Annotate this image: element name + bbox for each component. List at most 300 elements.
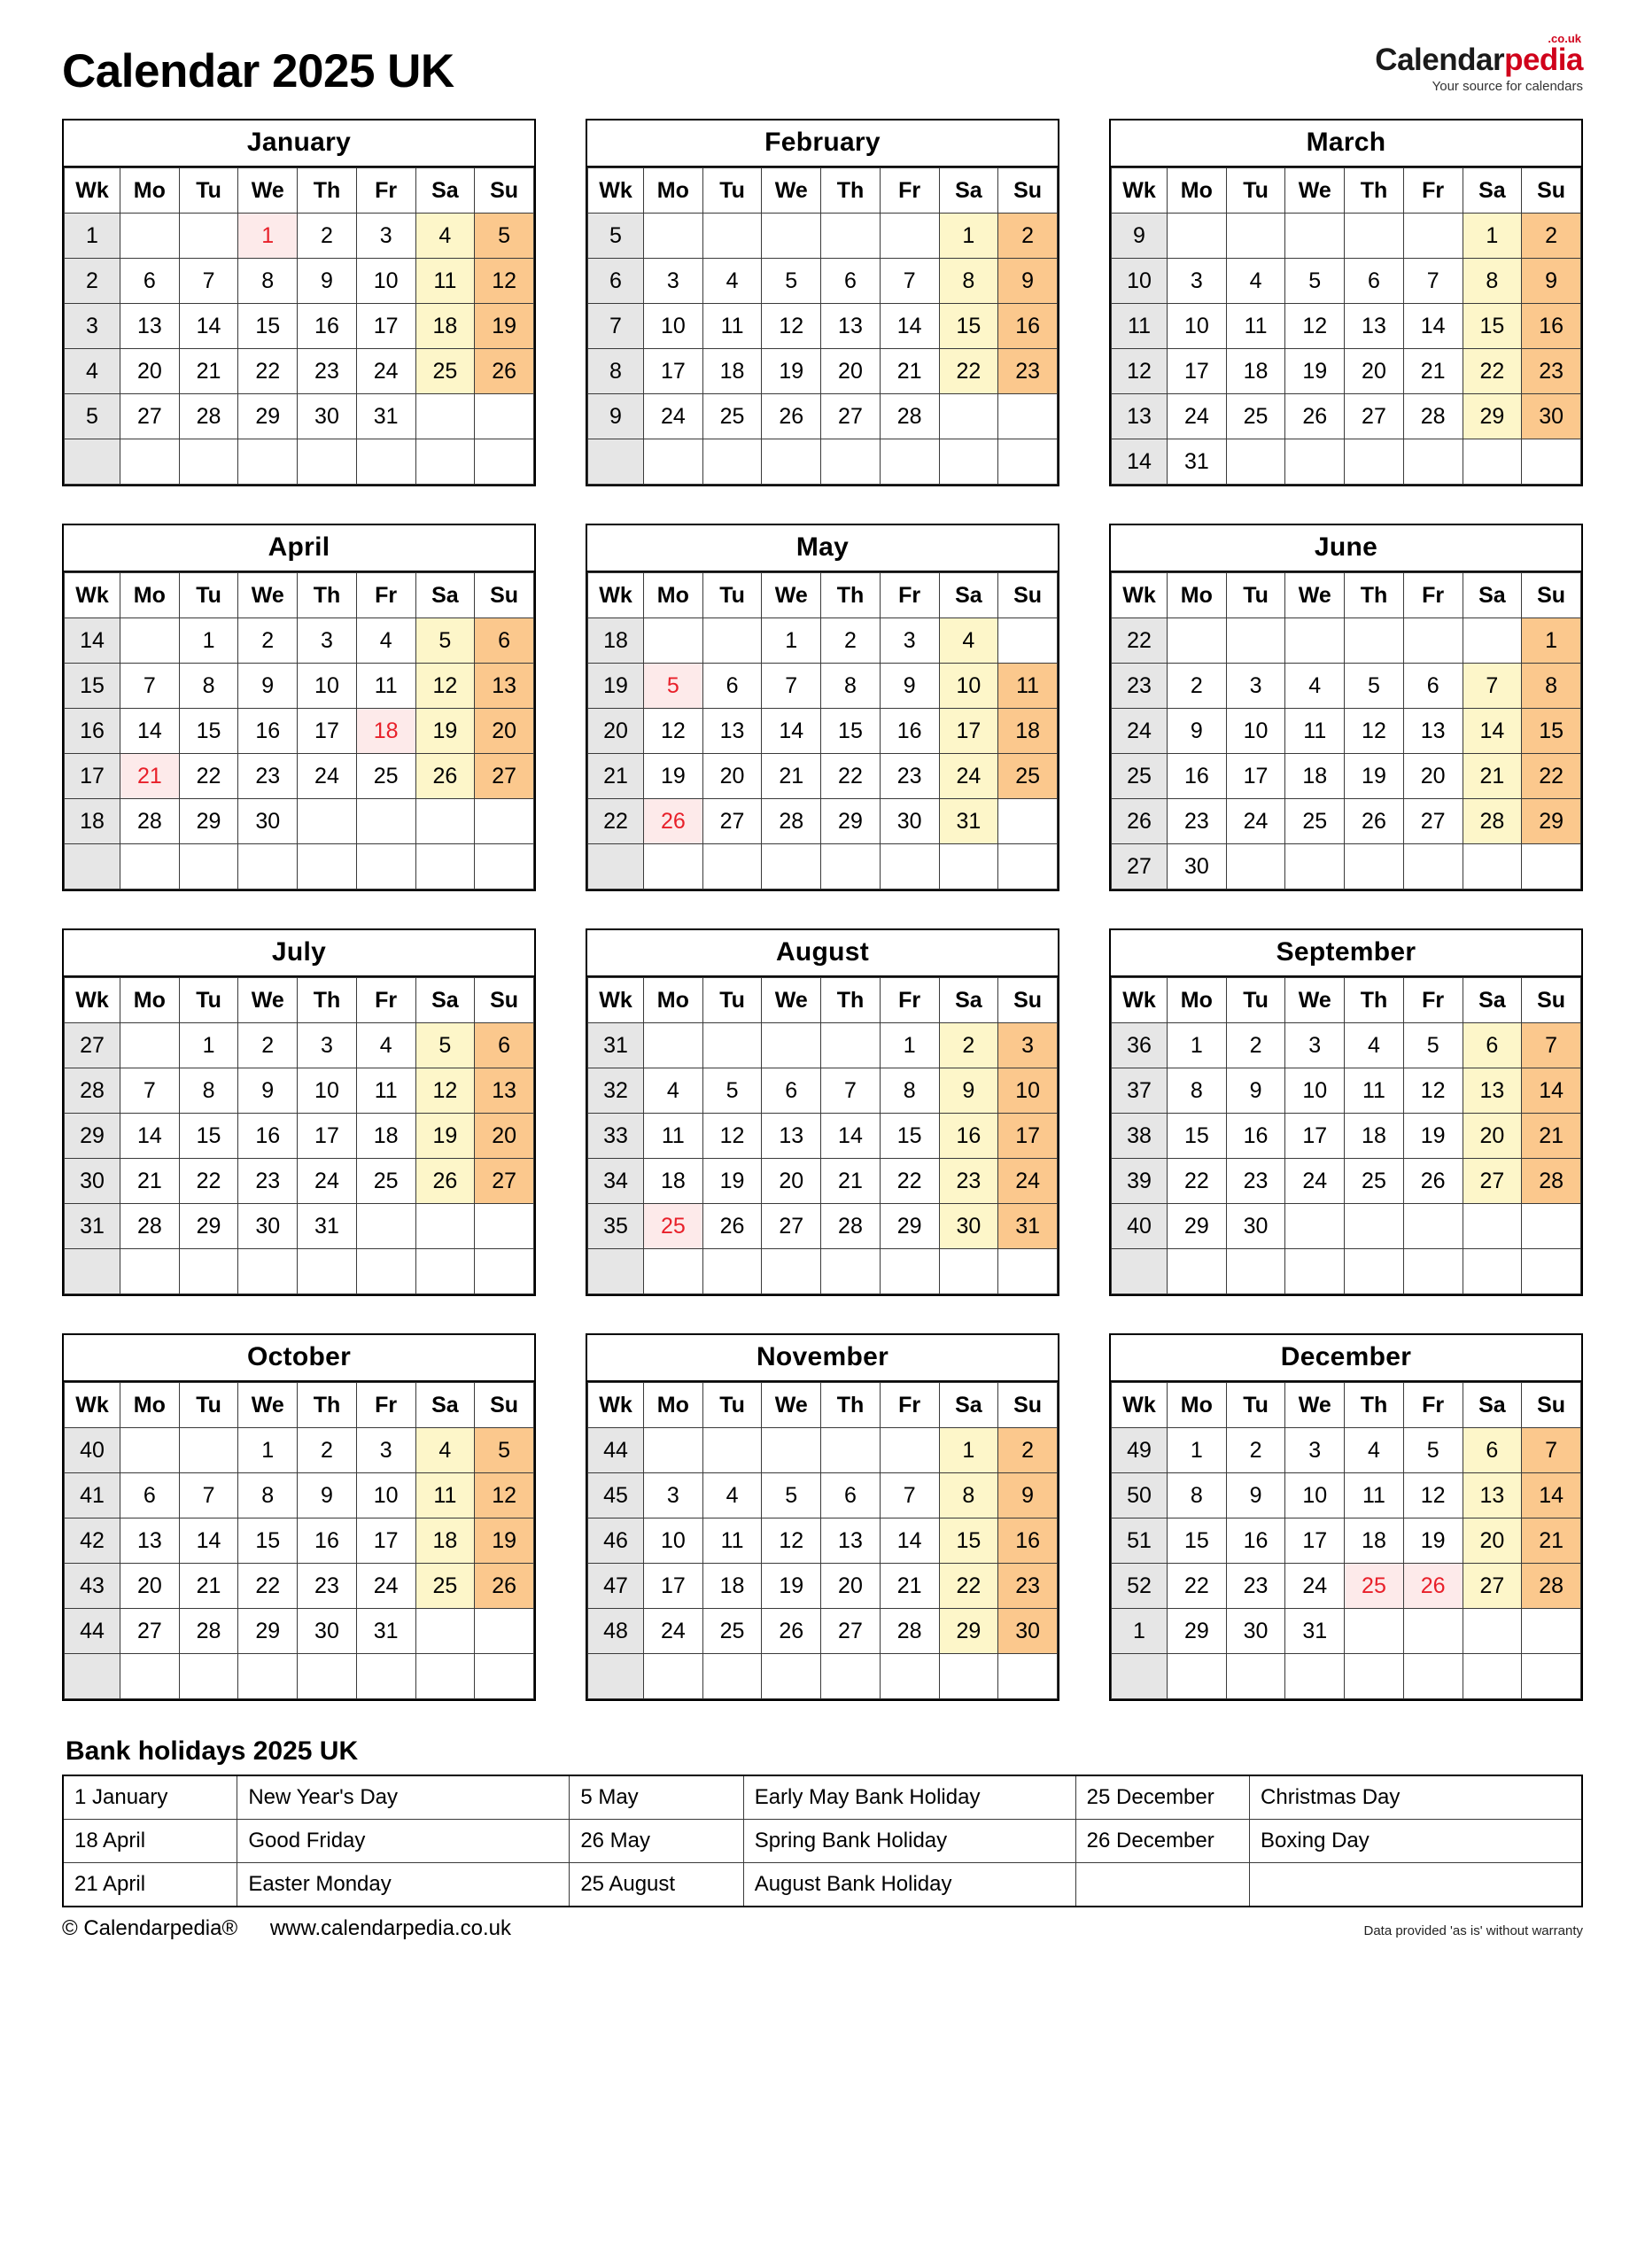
day-cell <box>298 799 357 844</box>
day-cell: 27 <box>821 1609 881 1654</box>
day-cell <box>939 394 998 439</box>
holiday-date: 25 August <box>570 1863 743 1907</box>
week-number-cell: 16 <box>65 709 120 754</box>
day-cell <box>356 1204 415 1249</box>
day-cell: 29 <box>939 1609 998 1654</box>
day-cell: 26 <box>1345 799 1404 844</box>
week-row <box>588 664 1058 709</box>
page-footer <box>62 1916 1583 1941</box>
day-cell <box>238 844 298 889</box>
day-cell: 22 <box>939 1564 998 1609</box>
week-number-cell <box>1112 1654 1168 1699</box>
day-cell: 2 <box>238 1023 298 1068</box>
footer-url[interactable]: www.calendarpedia.co.uk <box>269 1916 511 1940</box>
day-cell: 28 <box>179 1609 238 1654</box>
week-row <box>1112 259 1581 304</box>
day-cell: 19 <box>644 754 703 799</box>
day-cell: 1 <box>179 1023 238 1068</box>
day-cell: 19 <box>415 1114 475 1159</box>
day-cell <box>1463 1609 1522 1654</box>
weekday-header-cell: Sa <box>939 978 998 1023</box>
day-cell: 1 <box>179 618 238 664</box>
week-number-cell: 13 <box>1112 394 1168 439</box>
day-cell <box>1403 844 1463 889</box>
day-cell <box>821 214 881 259</box>
day-cell: 17 <box>1168 349 1227 394</box>
day-cell: 23 <box>998 1564 1058 1609</box>
weekday-header-cell: Mo <box>120 168 180 214</box>
week-row <box>1112 1428 1581 1473</box>
day-cell: 25 <box>1345 1564 1404 1609</box>
day-cell: 5 <box>702 1068 762 1114</box>
week-row <box>1112 799 1581 844</box>
day-cell: 23 <box>298 349 357 394</box>
weekday-header-cell: Wk <box>1112 573 1168 618</box>
day-cell <box>1285 1654 1345 1699</box>
day-cell: 19 <box>475 304 534 349</box>
day-cell: 23 <box>880 754 939 799</box>
day-cell <box>1285 1249 1345 1294</box>
weekday-header-cell: Su <box>1522 168 1581 214</box>
month-table <box>1111 1382 1581 1699</box>
day-cell: 16 <box>1168 754 1227 799</box>
week-row <box>588 754 1058 799</box>
week-row <box>1112 214 1581 259</box>
weekday-header-cell: Tu <box>702 1383 762 1428</box>
week-row <box>1112 1518 1581 1564</box>
day-cell <box>356 1249 415 1294</box>
day-cell: 22 <box>238 1564 298 1609</box>
week-number-cell: 18 <box>588 618 644 664</box>
day-cell: 24 <box>298 754 357 799</box>
day-cell: 23 <box>1226 1159 1285 1204</box>
weekday-header-cell: Fr <box>1403 573 1463 618</box>
day-cell <box>644 214 703 259</box>
day-cell <box>702 1023 762 1068</box>
day-cell: 24 <box>356 349 415 394</box>
week-row <box>65 394 534 439</box>
week-number-cell: 27 <box>1112 844 1168 889</box>
week-row <box>65 349 534 394</box>
week-row <box>65 304 534 349</box>
day-cell: 6 <box>702 664 762 709</box>
day-cell: 7 <box>179 1473 238 1518</box>
day-cell <box>475 844 534 889</box>
day-cell <box>821 844 881 889</box>
month-title: December <box>1111 1335 1581 1382</box>
week-row <box>65 1159 534 1204</box>
day-cell: 1 <box>1522 618 1581 664</box>
day-cell: 7 <box>1522 1428 1581 1473</box>
day-cell: 17 <box>298 1114 357 1159</box>
week-number-cell: 33 <box>588 1114 644 1159</box>
week-number-cell: 26 <box>1112 799 1168 844</box>
day-cell: 14 <box>120 709 180 754</box>
week-row <box>588 1068 1058 1114</box>
month-table <box>587 167 1058 485</box>
day-cell: 29 <box>179 799 238 844</box>
day-cell <box>475 394 534 439</box>
weekday-header-cell: Su <box>475 168 534 214</box>
day-cell: 8 <box>238 259 298 304</box>
week-number-cell <box>588 1654 644 1699</box>
day-cell: 28 <box>762 799 821 844</box>
day-cell: 14 <box>120 1114 180 1159</box>
day-cell: 18 <box>1345 1518 1404 1564</box>
week-row <box>65 1564 534 1609</box>
weekday-header-cell: Tu <box>1226 168 1285 214</box>
day-cell: 5 <box>644 664 703 709</box>
day-cell <box>762 1428 821 1473</box>
holiday-row <box>63 1863 1582 1907</box>
weekday-header-cell: We <box>1285 573 1345 618</box>
day-cell <box>415 439 475 485</box>
day-cell: 14 <box>1522 1068 1581 1114</box>
day-cell: 25 <box>998 754 1058 799</box>
day-cell <box>1345 1654 1404 1699</box>
day-cell: 4 <box>644 1068 703 1114</box>
day-cell <box>356 799 415 844</box>
week-number-cell: 37 <box>1112 1068 1168 1114</box>
weekday-header-cell: Sa <box>1463 573 1522 618</box>
day-cell: 31 <box>356 394 415 439</box>
weekday-header-cell: Sa <box>939 168 998 214</box>
day-cell: 22 <box>238 349 298 394</box>
day-cell: 12 <box>1285 304 1345 349</box>
day-cell: 27 <box>120 1609 180 1654</box>
day-cell: 22 <box>1522 754 1581 799</box>
day-cell: 8 <box>1168 1473 1227 1518</box>
day-cell: 14 <box>179 1518 238 1564</box>
weekday-header-cell: Su <box>475 1383 534 1428</box>
day-cell: 30 <box>238 1204 298 1249</box>
day-cell <box>880 844 939 889</box>
holiday-name: Easter Monday <box>237 1863 570 1907</box>
day-cell: 6 <box>475 1023 534 1068</box>
day-cell: 25 <box>415 1564 475 1609</box>
day-cell: 2 <box>1168 664 1227 709</box>
day-cell: 8 <box>1522 664 1581 709</box>
weekday-header-cell: We <box>238 168 298 214</box>
day-cell: 17 <box>1285 1518 1345 1564</box>
day-cell: 28 <box>120 1204 180 1249</box>
weekday-header-cell: Th <box>298 168 357 214</box>
week-row <box>588 1249 1058 1294</box>
weekday-header-cell: We <box>762 168 821 214</box>
month-block <box>1109 928 1583 1296</box>
bank-holidays-section <box>62 1736 1583 1907</box>
weekday-header-cell: Su <box>998 1383 1058 1428</box>
day-cell: 6 <box>1403 664 1463 709</box>
month-title: May <box>587 525 1058 572</box>
day-cell: 13 <box>821 1518 881 1564</box>
weekday-header-cell: Th <box>821 978 881 1023</box>
day-cell: 20 <box>120 349 180 394</box>
week-number-cell: 4 <box>65 349 120 394</box>
week-row <box>1112 664 1581 709</box>
week-number-cell: 39 <box>1112 1159 1168 1204</box>
week-row <box>588 1564 1058 1609</box>
day-cell: 24 <box>356 1564 415 1609</box>
day-cell <box>998 799 1058 844</box>
day-cell <box>821 1428 881 1473</box>
day-cell: 20 <box>1403 754 1463 799</box>
day-cell <box>415 394 475 439</box>
weekday-header-cell: Fr <box>880 168 939 214</box>
day-cell <box>1463 618 1522 664</box>
day-cell <box>475 439 534 485</box>
day-cell <box>179 1249 238 1294</box>
week-number-cell <box>588 1249 644 1294</box>
weekday-header-cell: Mo <box>1168 168 1227 214</box>
months-grid <box>62 119 1583 1701</box>
day-cell <box>179 1654 238 1699</box>
week-row <box>1112 349 1581 394</box>
week-number-cell: 30 <box>65 1159 120 1204</box>
weekday-header-cell: Sa <box>939 573 998 618</box>
weekday-header-cell: Th <box>821 573 881 618</box>
day-cell: 4 <box>939 618 998 664</box>
day-cell <box>298 1249 357 1294</box>
day-cell: 26 <box>644 799 703 844</box>
day-cell <box>475 1609 534 1654</box>
day-cell: 12 <box>762 304 821 349</box>
bank-holidays-heading: Bank holidays 2025 UK <box>66 1736 359 1766</box>
day-cell: 26 <box>475 349 534 394</box>
day-cell <box>1522 1249 1581 1294</box>
weekday-header-cell: Mo <box>120 978 180 1023</box>
week-number-cell: 1 <box>1112 1609 1168 1654</box>
day-cell: 20 <box>475 709 534 754</box>
day-cell <box>356 1654 415 1699</box>
day-cell: 26 <box>762 394 821 439</box>
day-cell: 24 <box>644 394 703 439</box>
day-cell <box>415 1204 475 1249</box>
day-cell: 2 <box>821 618 881 664</box>
day-cell: 27 <box>1463 1159 1522 1204</box>
day-cell: 18 <box>644 1159 703 1204</box>
day-cell: 30 <box>939 1204 998 1249</box>
day-cell <box>998 439 1058 485</box>
holiday-row <box>63 1820 1582 1863</box>
day-cell: 29 <box>1463 394 1522 439</box>
day-cell: 22 <box>880 1159 939 1204</box>
day-cell: 24 <box>644 1609 703 1654</box>
day-cell: 8 <box>238 1473 298 1518</box>
weekday-header-cell: Wk <box>588 978 644 1023</box>
day-cell: 29 <box>1168 1609 1227 1654</box>
day-cell: 28 <box>1522 1159 1581 1204</box>
week-number-cell: 42 <box>65 1518 120 1564</box>
weekday-header-cell: Wk <box>588 168 644 214</box>
day-cell: 26 <box>475 1564 534 1609</box>
day-cell: 26 <box>415 1159 475 1204</box>
month-table <box>64 977 534 1294</box>
day-cell <box>415 799 475 844</box>
day-cell <box>179 1428 238 1473</box>
weekday-header-cell: Tu <box>1226 978 1285 1023</box>
day-cell: 11 <box>1345 1473 1404 1518</box>
day-cell <box>702 214 762 259</box>
weekday-header-cell: Su <box>1522 978 1581 1023</box>
day-cell: 21 <box>1463 754 1522 799</box>
day-cell: 3 <box>356 214 415 259</box>
day-cell: 23 <box>298 1564 357 1609</box>
day-cell: 12 <box>1403 1473 1463 1518</box>
day-cell: 5 <box>415 618 475 664</box>
day-cell: 13 <box>821 304 881 349</box>
day-cell <box>475 1654 534 1699</box>
month-title: June <box>1111 525 1581 572</box>
day-cell: 7 <box>120 664 180 709</box>
holiday-name: Early May Bank Holiday <box>743 1775 1075 1820</box>
week-number-cell: 27 <box>65 1023 120 1068</box>
weekday-header-cell: Fr <box>1403 978 1463 1023</box>
day-cell: 4 <box>1285 664 1345 709</box>
weekday-header-cell: Tu <box>702 978 762 1023</box>
week-number-cell: 1 <box>65 214 120 259</box>
day-cell: 19 <box>475 1518 534 1564</box>
week-number-cell: 43 <box>65 1564 120 1609</box>
day-cell: 29 <box>880 1204 939 1249</box>
day-cell <box>821 1023 881 1068</box>
day-cell: 3 <box>298 618 357 664</box>
day-cell: 24 <box>998 1159 1058 1204</box>
logo-domain-superscript: .co.uk <box>1548 32 1581 45</box>
page-header <box>62 32 1583 105</box>
weekday-header-cell: Su <box>475 573 534 618</box>
day-cell: 25 <box>644 1204 703 1249</box>
week-number-cell <box>65 844 120 889</box>
week-number-cell: 34 <box>588 1159 644 1204</box>
weekday-header-cell: Wk <box>588 573 644 618</box>
day-cell <box>1168 214 1227 259</box>
week-number-cell: 6 <box>588 259 644 304</box>
day-cell <box>1345 439 1404 485</box>
day-cell: 18 <box>415 1518 475 1564</box>
week-row <box>65 618 534 664</box>
holiday-date: 1 January <box>63 1775 237 1820</box>
weekday-header-cell: We <box>762 573 821 618</box>
day-cell: 17 <box>1285 1114 1345 1159</box>
day-cell: 16 <box>238 709 298 754</box>
week-number-cell <box>588 439 644 485</box>
holiday-date <box>1075 1863 1249 1907</box>
weekday-header-row <box>1112 573 1581 618</box>
day-cell: 28 <box>821 1204 881 1249</box>
weekday-header-cell: Wk <box>588 1383 644 1428</box>
week-row <box>65 664 534 709</box>
day-cell <box>939 844 998 889</box>
day-cell: 26 <box>702 1204 762 1249</box>
day-cell: 30 <box>298 1609 357 1654</box>
day-cell <box>1345 1249 1404 1294</box>
weekday-header-cell: Su <box>475 978 534 1023</box>
week-number-cell: 11 <box>1112 304 1168 349</box>
day-cell: 26 <box>762 1609 821 1654</box>
week-number-cell: 51 <box>1112 1518 1168 1564</box>
weekday-header-cell: Th <box>298 1383 357 1428</box>
day-cell: 9 <box>1226 1068 1285 1114</box>
week-number-cell: 44 <box>588 1428 644 1473</box>
day-cell <box>1403 618 1463 664</box>
day-cell: 23 <box>238 754 298 799</box>
week-row <box>1112 1564 1581 1609</box>
week-number-cell <box>65 439 120 485</box>
weekday-header-cell: Wk <box>1112 978 1168 1023</box>
day-cell: 19 <box>1403 1518 1463 1564</box>
day-cell: 24 <box>1168 394 1227 439</box>
holiday-date: 21 April <box>63 1863 237 1907</box>
day-cell: 15 <box>880 1114 939 1159</box>
week-row <box>65 1068 534 1114</box>
day-cell <box>1522 439 1581 485</box>
weekday-header-cell: Mo <box>1168 978 1227 1023</box>
week-row <box>1112 1249 1581 1294</box>
day-cell: 25 <box>356 1159 415 1204</box>
week-row <box>1112 1068 1581 1114</box>
week-row <box>65 799 534 844</box>
day-cell <box>415 1609 475 1654</box>
week-number-cell: 24 <box>1112 709 1168 754</box>
day-cell <box>120 1023 180 1068</box>
month-title: February <box>587 120 1058 167</box>
day-cell: 30 <box>1522 394 1581 439</box>
week-number-cell: 40 <box>65 1428 120 1473</box>
week-row <box>1112 844 1581 889</box>
month-title: August <box>587 930 1058 977</box>
day-cell: 13 <box>475 664 534 709</box>
day-cell: 31 <box>1285 1609 1345 1654</box>
day-cell: 13 <box>120 1518 180 1564</box>
week-number-cell: 48 <box>588 1609 644 1654</box>
week-row <box>1112 1114 1581 1159</box>
day-cell: 6 <box>120 259 180 304</box>
day-cell: 2 <box>939 1023 998 1068</box>
day-cell: 9 <box>1226 1473 1285 1518</box>
day-cell <box>1522 1654 1581 1699</box>
week-row <box>65 214 534 259</box>
day-cell: 18 <box>415 304 475 349</box>
day-cell: 2 <box>298 1428 357 1473</box>
page-title: Calendar 2025 UK <box>62 45 454 97</box>
day-cell: 12 <box>702 1114 762 1159</box>
day-cell: 13 <box>1463 1068 1522 1114</box>
day-cell: 4 <box>415 214 475 259</box>
weekday-header-cell: Tu <box>179 168 238 214</box>
weekday-header-cell: Th <box>821 1383 881 1428</box>
day-cell: 17 <box>644 1564 703 1609</box>
day-cell: 22 <box>1168 1159 1227 1204</box>
day-cell: 20 <box>821 1564 881 1609</box>
weekday-header-cell: Su <box>1522 573 1581 618</box>
day-cell: 19 <box>1403 1114 1463 1159</box>
weekday-header-row <box>65 978 534 1023</box>
day-cell: 8 <box>939 259 998 304</box>
week-number-cell: 17 <box>65 754 120 799</box>
day-cell: 18 <box>356 709 415 754</box>
day-cell: 14 <box>880 304 939 349</box>
weekday-header-cell: We <box>1285 1383 1345 1428</box>
weekday-header-row <box>65 573 534 618</box>
day-cell: 10 <box>1168 304 1227 349</box>
day-cell: 21 <box>120 1159 180 1204</box>
day-cell: 20 <box>1463 1114 1522 1159</box>
day-cell <box>998 1654 1058 1699</box>
day-cell <box>1345 618 1404 664</box>
weekday-header-cell: Sa <box>1463 978 1522 1023</box>
day-cell <box>415 1249 475 1294</box>
